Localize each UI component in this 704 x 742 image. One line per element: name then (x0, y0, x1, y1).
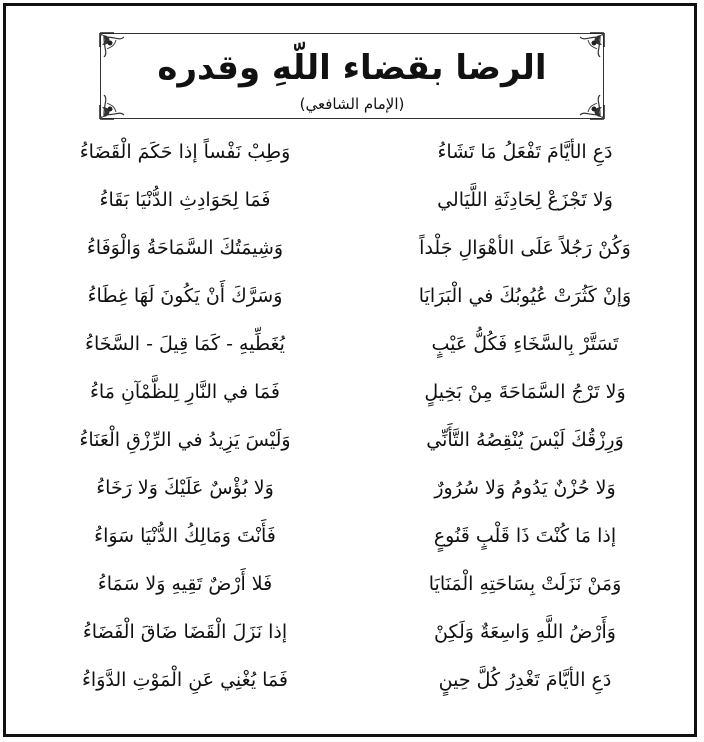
verse-row (40, 656, 670, 704)
verse-first-half: إذا مَا كُنْتَ ذَا قَلْبٍ قَنُوعٍ (433, 525, 617, 547)
verse-first-half: وَكُنْ رَجُلاً عَلَى الأهْوَالِ جَلْداً (419, 237, 631, 259)
verse-second-half: فَمَا يُغْنِي عَنِ الْمَوْتِ الدَّوَاءُ (81, 669, 289, 691)
verse-first-half: وَمَنْ نَزَلَتْ بِسَاحَتِهِ الْمَنَايَا (428, 573, 622, 595)
verse-row (40, 272, 670, 320)
verse-second-half: فَأَنْتَ وَمَالِكُ الدُّنْيَا سَوَاءُ (94, 525, 276, 547)
verse-first-half: تَسَتَّرْ بِالسَّخَاءِ فَكُلُّ عَيْبٍ (431, 333, 619, 355)
verse-second-half: وَلَيْسَ يَزِيدُ في الرِّزْقِ الْعَنَاءُ (79, 429, 291, 451)
verse-first-half: وَلا حُزْنٌ يَدُومُ وَلا سُرُورٌ (434, 477, 616, 499)
verse-first-half: وَإنْ كَثُرَتْ عُيُوبُكَ في الْبَرَايَا (418, 285, 632, 307)
verse-row (40, 512, 670, 560)
verse-row (40, 560, 670, 608)
verse-row (40, 608, 670, 656)
poem-body (40, 128, 670, 713)
verse-first-half: وَأَرْضُ اللَّهِ وَاسِعَةٌ وَلَكِنْ (434, 621, 616, 643)
verse-second-half: فَلا أَرْضٌ تَقِيهِ وَلا سَمَاءُ (97, 573, 273, 595)
verse-first-half: وَرِزْقُكَ لَيْسَ يُنْقِصُهُ التَّأَنِّي (426, 429, 624, 451)
poem-title: الرضا بقضاء اللّهِ وقدره (157, 48, 547, 88)
verse-second-half: وَشِيمَتُكَ السَّمَاحَةُ وَالْوَفَاءُ (86, 237, 284, 259)
verse-second-half: وَلا بُؤْسٌ عَلَيْكَ وَلا رَخَاءُ (96, 477, 274, 499)
verse-row (40, 224, 670, 272)
verse-first-half: دَعِ الأيَّامَ تَفْعَلُ مَا تَشَاءُ (437, 141, 613, 163)
verse-row (40, 320, 670, 368)
verse-row (40, 368, 670, 416)
verse-row (40, 176, 670, 224)
verse-first-half: دَعِ الأيَّامَ تَغْدِرُ كُلَّ حِينٍ (438, 669, 612, 691)
verse-second-half: فَمَا لِحَوَادِثِ الدُّنْيَا بَقَاءُ (99, 189, 271, 211)
verse-second-half: إذا نَزَلَ الْقَضَا ضَاقَ الْفَضَاءُ (82, 621, 288, 643)
verse-first-half: وَلا تَرْجُ السَّمَاحَةَ مِنْ بَخِيلٍ (424, 381, 626, 403)
title-cartouche (100, 33, 604, 119)
verse-first-half: وَلا تَجْزَعْ لِحَادِثَةِ اللَّيَالي (437, 189, 613, 211)
verse-second-half: فَمَا في النَّارِ لِلظَّمْآنِ مَاءُ (90, 381, 280, 403)
verse-row (40, 128, 670, 176)
poet-name: (الإمام الشافعي) (299, 95, 405, 113)
verse-row (40, 416, 670, 464)
verse-second-half: وَسَرَّكَ أَنْ يَكُونَ لَهَا غِطَاءُ (87, 285, 283, 307)
verse-row (40, 464, 670, 512)
verse-second-half: يُغَطِّيهِ - كَمَا قِيلَ - السَّخَاءُ (85, 333, 285, 355)
verse-second-half: وَطِبْ نَفْساً إذا حَكَمَ الْقَضَاءُ (79, 141, 291, 163)
